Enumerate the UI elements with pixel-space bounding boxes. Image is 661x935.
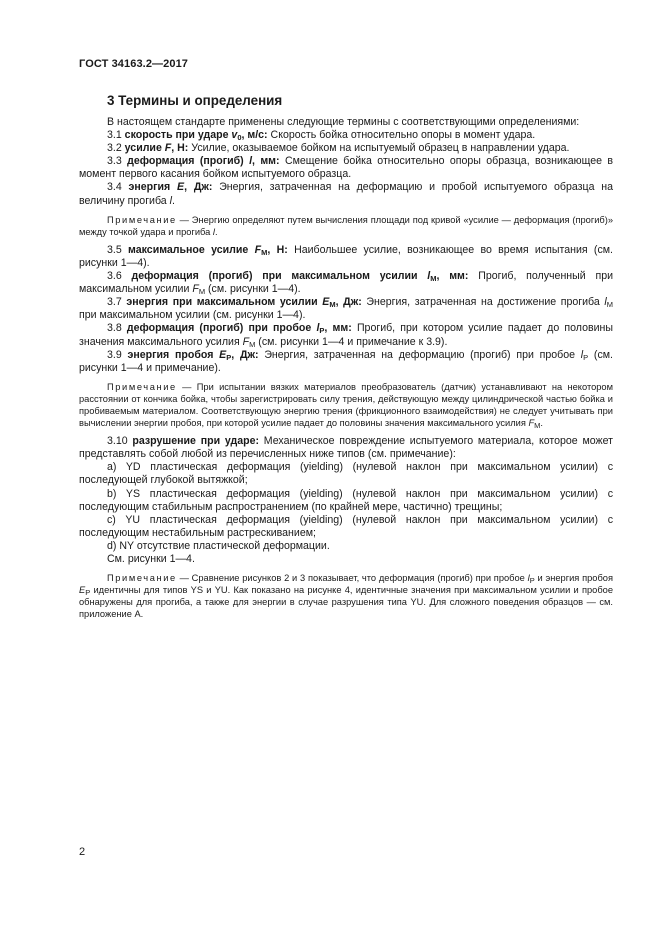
section-body: [79, 116, 613, 626]
term-3-5: 3.5 максимальное усилие $F_M$, Н: Наибольшее усилие, возникающее во время испытания (см. рисунки 1—4).: [79, 243, 613, 269]
document-code-header: ГОСТ 34163.2—2017: [79, 58, 189, 70]
failure-type-yd: a) YD пластическая деформация (yielding) (нулевой наклон при максимальном усилии) с последующей глубокой вытяжкой;: [79, 461, 613, 487]
intro-paragraph: В настоящем стандарте применены следующие термины с соответствующими определениями:: [107, 116, 580, 128]
term-3-9: 3.9 энергия пробоя $E_P$, Дж: Энергия, затраченная на деформацию (прогиб) при пробое $l_P$ (см. рисунки 1—4 и примечание).: [79, 348, 613, 374]
failure-type-ny: d) NY отсутствие пластической деформации.: [107, 539, 330, 552]
term-3-8: 3.8 деформация (прогиб) при пробое $l_P$, мм: Прогиб, при котором усилие падает до половины значения максимального усилия $F_M$ (см. рисунки 1—4 и примечание к 3.9).: [79, 322, 613, 349]
note-1: Примечание — Энергию определяют путем вычисления площади под кривой «усилие — деформация (прогиб)» между точкой удара и прогиба l.: [79, 214, 613, 237]
term-3-2: 3.2 усилие F, Н: Усилие, оказываемое бойком на испытуемый образец в направлении удара.: [107, 142, 570, 155]
failure-type-yu: c) YU пластическая деформация (yielding) (нулевой наклон при максимальном усилии) с последующим нестабильным растрескиванием;: [79, 513, 613, 539]
page-number: 2: [79, 846, 86, 858]
note-3: Примечание — Сравнение рисунков 2 и 3 показывает, что деформация (прогиб) при пробое $l_P$ и энергия пробоя $E_P$ идентичны для типов YS и YU. Как показано на рисунке 4, идентичные значения при максимальном усилии и пробое обнаружены для прогиба, а также для энергии в случае разрушения типа YU. Для сложного поведения образцов — см. приложение А.: [79, 573, 613, 620]
note-2: Примечание — При испытании вязких материалов преобразователь (датчик) устанавливают на некотором расстоянии от кончика бойка, чтобы зарегистрировать силу трения, действующую между цилиндрической частью бойка и пробиваемым материалом. Соответствующую энергию трения (фрикционного взаимодействия) не следует учитывать при вычислении энергии пробоя, при которой усилие падает до половины значения максимального усилия $F_M$.: [79, 381, 613, 431]
section-title: 3 Термины и определения: [107, 93, 283, 108]
term-3-7: 3.7 энергия при максимальном усилии $E_M$, Дж: Энергия, затраченная на достижение прогиба $l_M$ при максимальном усилии (см. рисунки 1—4).: [79, 296, 614, 322]
failure-type-ys: b) YS пластическая деформация (yielding) (нулевой наклон при максимальном усилии) с последующим стабильным распространением (по крайней мере, частично) трещины;: [79, 487, 613, 513]
figures-reference: См. рисунки 1—4.: [107, 553, 195, 565]
term-3-4: 3.4 энергия E, Дж: Энергия, затраченная на деформацию и пробой испытуемого образца на величину прогиба l.: [79, 181, 613, 207]
term-3-3: 3.3 деформация (прогиб) l, мм: Смещение бойка относительно опоры образца, возникающее в момент первого касания бойком испытуемого образца.: [79, 155, 614, 181]
term-3-6: 3.6 деформация (прогиб) при максимальном усилии $l_M$, мм: Прогиб, полученный при максимальном усилии $F_M$ (см. рисунки 1—4).: [79, 270, 613, 297]
term-3-10: 3.10 разрушение при ударе: Механическое повреждение испытуемого материала, которое может представлять собой любой из перечисленных ниже типов (см. примечание):: [79, 435, 613, 461]
term-3-1: 3.1 скорость при ударе $v_0$, м/с: Скорость бойка относительно опоры в момент удара.: [107, 129, 536, 143]
